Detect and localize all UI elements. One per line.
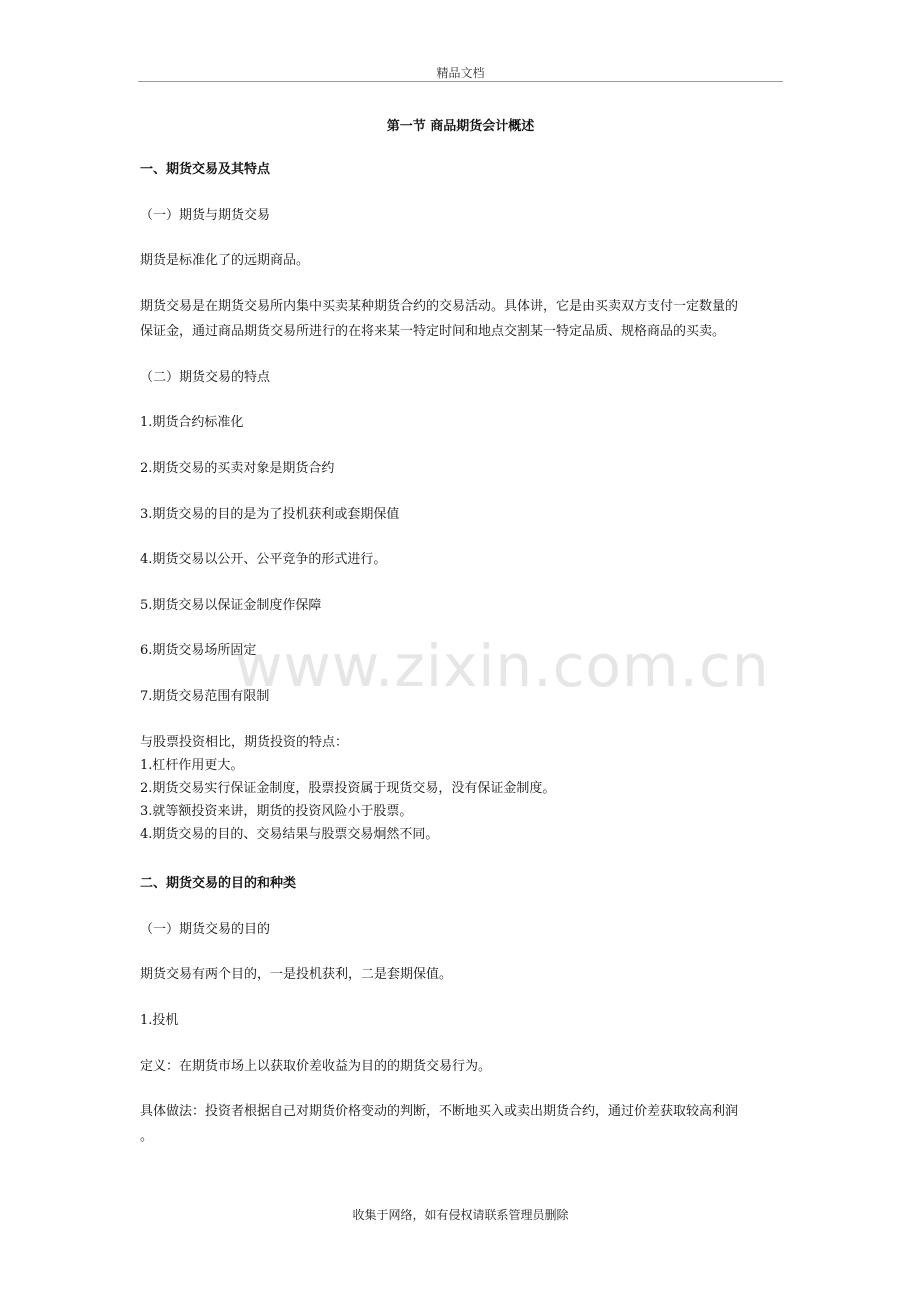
paragraph-futures-definition: 期货是标准化了的远期商品。	[140, 253, 310, 268]
watermark: www.zixin.com.cn	[235, 632, 770, 700]
feature-item-1: 1.期货合约标准化	[140, 415, 244, 430]
document-title: 第一节 商品期货会计概述	[386, 119, 535, 134]
paragraph-futures-trading-line-2: 保证金，通过商品期货交易所进行的在将来某一特定时间和地点交割某一特定品质、规格商品的买卖。	[140, 324, 726, 339]
feature-item-7: 7.期货交易范围有限制	[140, 689, 270, 704]
feature-item-2: 2.期货交易的买卖对象是期货合约	[140, 461, 335, 476]
comparison-item-1: 1.杠杆作用更大。	[140, 758, 244, 773]
feature-item-4: 4.期货交易以公开、公平竞争的形式进行。	[140, 552, 387, 567]
comparison-item-3: 3.就等额投资来讲，期货的投资风险小于股票。	[140, 804, 413, 819]
paragraph-speculation-definition: 定义：在期货市场上以获取价差收益为目的的期货交易行为。	[140, 1059, 492, 1074]
feature-item-3: 3.期货交易的目的是为了投机获利或套期保值	[140, 507, 400, 522]
feature-item-6: 6.期货交易场所固定	[140, 643, 257, 658]
paragraph-futures-trading-line-1: 期货交易是在期货交易所内集中买卖某种期货合约的交易活动。具体讲，它是由买卖双方支付一定数量的	[140, 299, 739, 314]
page-footer: 收集于网络，如有侵权请联系管理员删除	[352, 1208, 569, 1222]
comparison-intro: 与股票投资相比，期货投资的特点：	[140, 735, 349, 750]
subsection-heading-3: （一）期货交易的目的	[140, 922, 271, 937]
page-header: 精品文档	[436, 66, 485, 80]
subsection-heading-2: （二）期货交易的特点	[140, 370, 271, 385]
header-divider	[138, 81, 783, 82]
paragraph-speculation-heading: 1.投机	[140, 1013, 179, 1028]
paragraph-method-line-2: 。	[140, 1129, 154, 1144]
comparison-item-4: 4.期货交易的目的、交易结果与股票交易炯然不同。	[140, 827, 439, 842]
section-heading-2: 二、期货交易的目的和种类	[140, 876, 297, 891]
subsection-heading-1: （一）期货与期货交易	[140, 208, 271, 223]
feature-item-5: 5.期货交易以保证金制度作保障	[140, 598, 322, 613]
comparison-item-2: 2.期货交易实行保证金制度，股票投资属于现货交易，没有保证金制度。	[140, 781, 556, 796]
paragraph-two-purposes: 期货交易有两个目的，一是投机获利，二是套期保值。	[140, 967, 453, 982]
section-heading-1: 一、期货交易及其特点	[140, 162, 271, 177]
paragraph-method-line-1: 具体做法：投资者根据自己对期货价格变动的判断，不断地买入或卖出期货合约，通过价差获取较高利润	[140, 1104, 739, 1119]
